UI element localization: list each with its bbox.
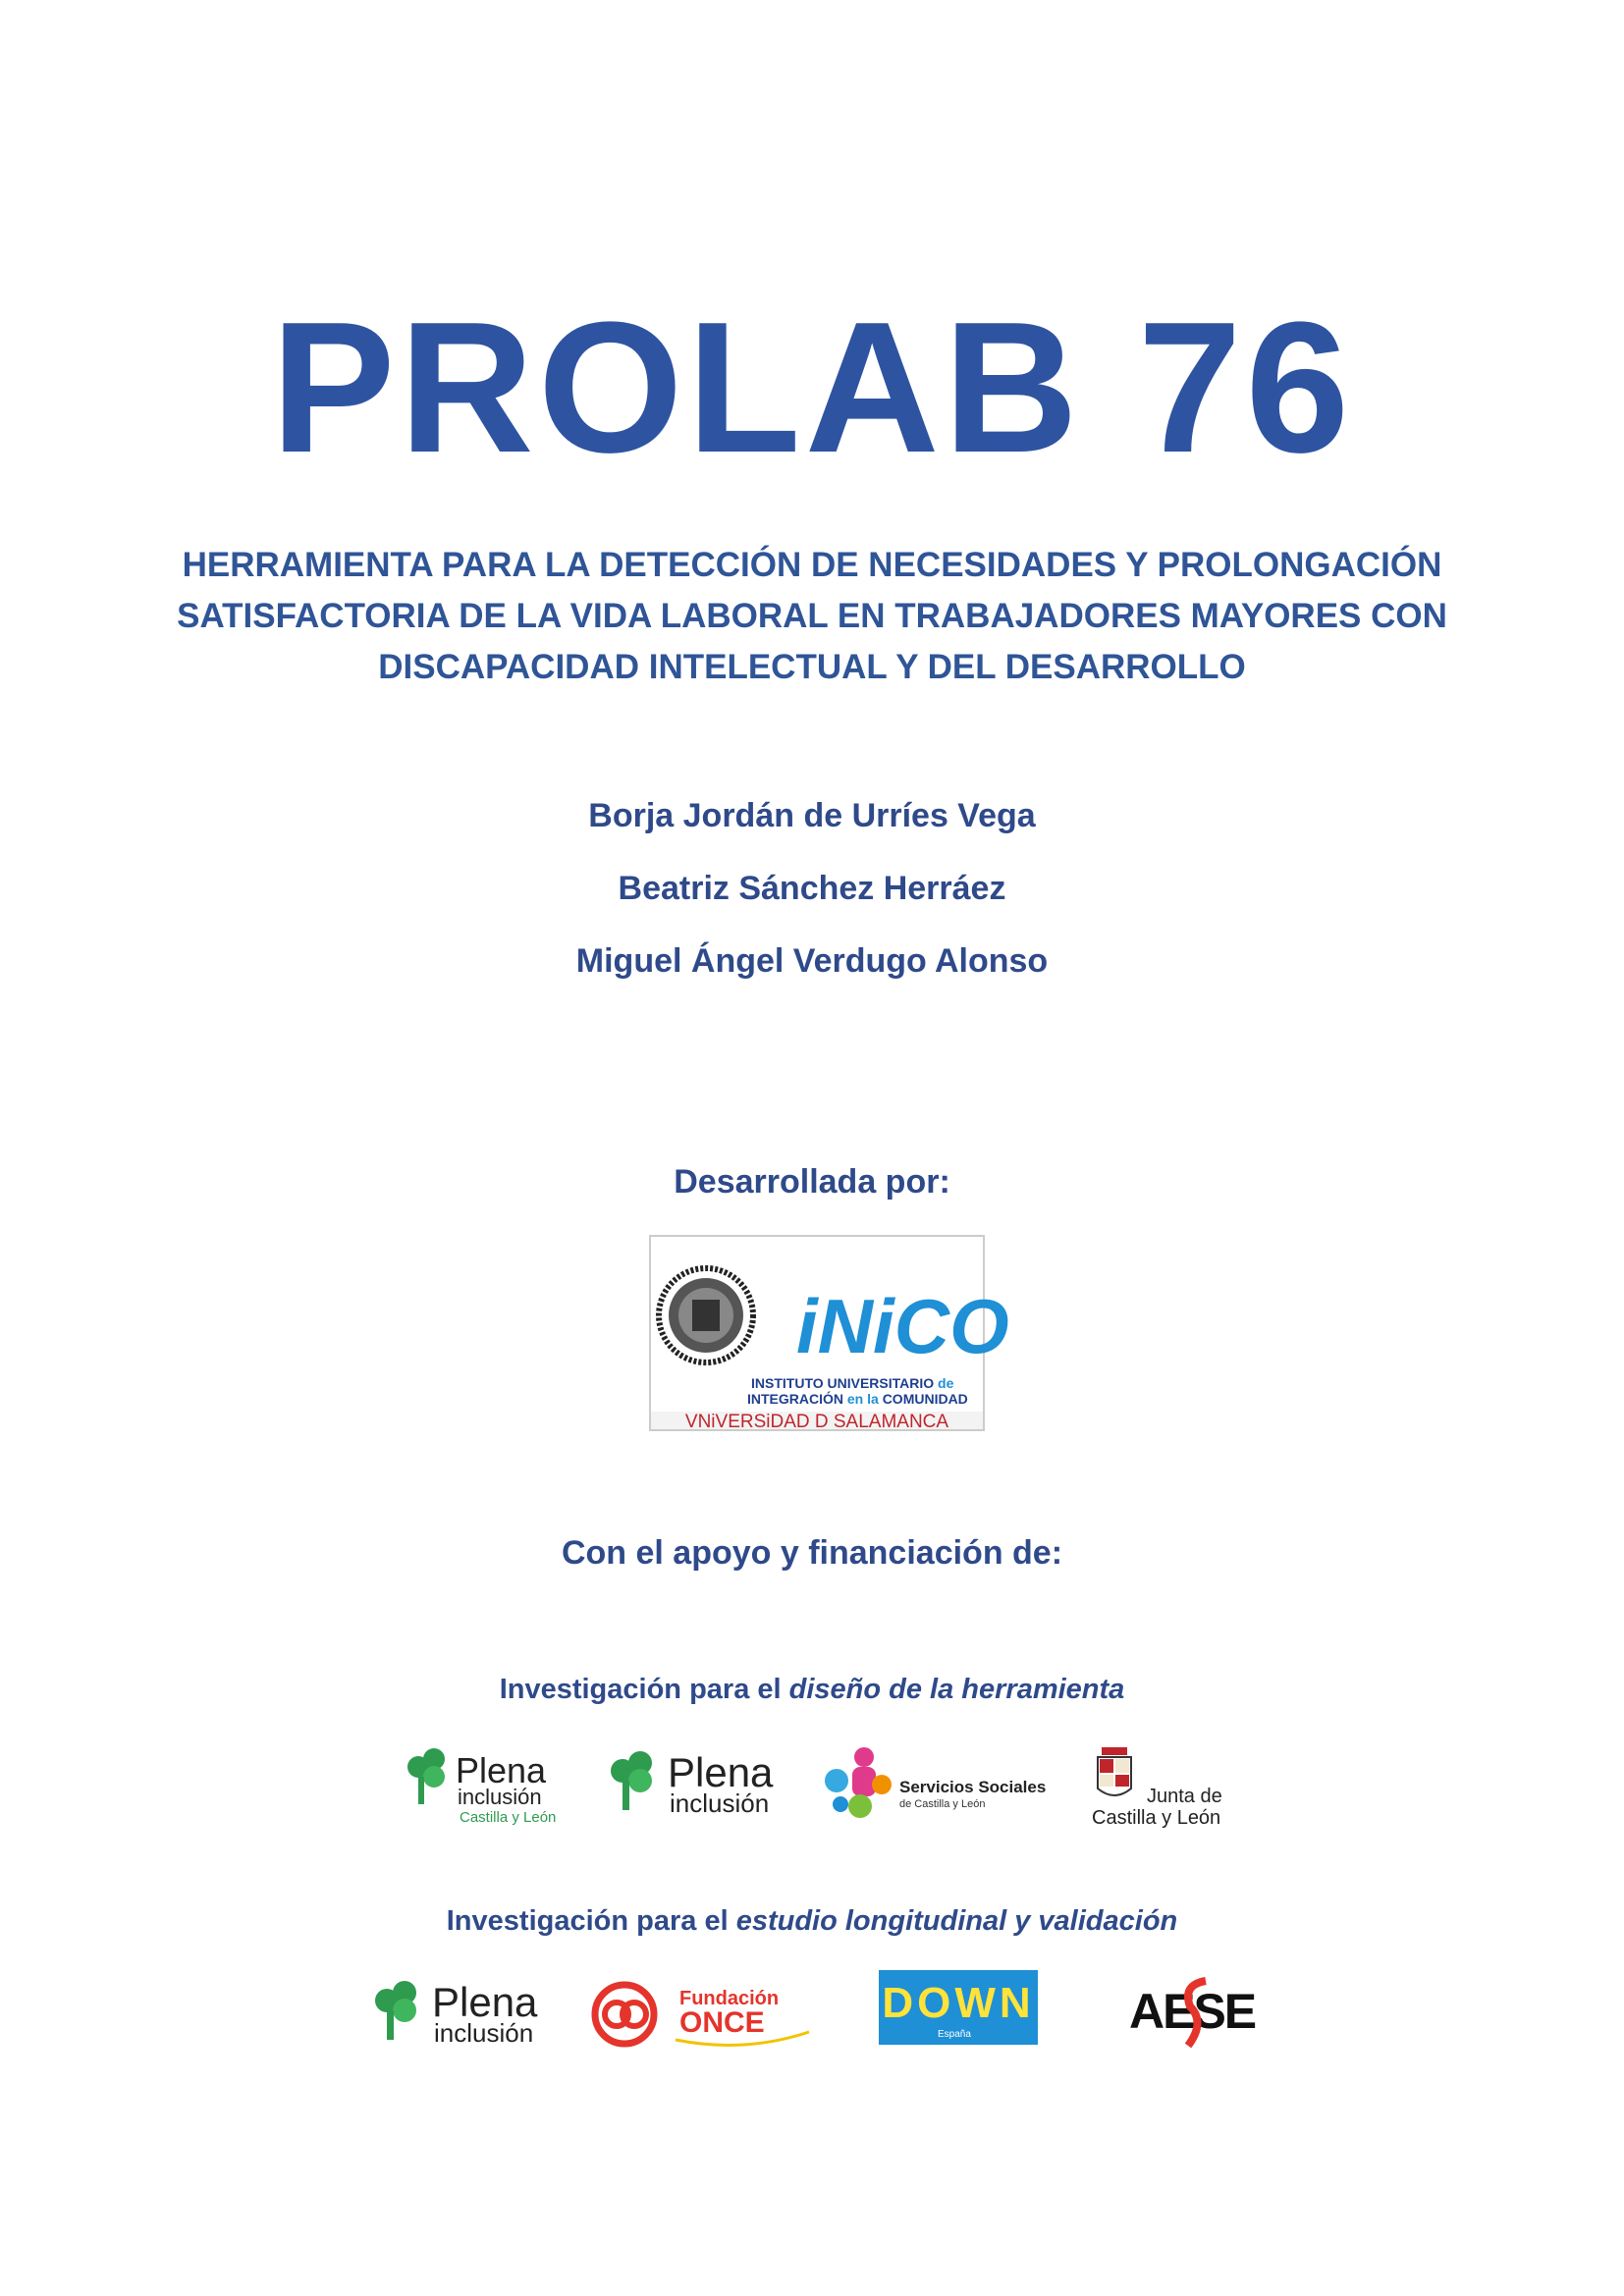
developed-by-heading: Desarrollada por:: [674, 1163, 950, 1201]
clover-icon: [407, 1748, 445, 1804]
inico-line1b: de: [934, 1375, 954, 1391]
svg-text:Castilla y León: Castilla y León: [460, 1809, 557, 1826]
aese-logo: [1123, 1967, 1256, 2056]
plena-inclusion-cyl-logo: [405, 1747, 581, 1826]
subtitle-line: SATISFACTORIA DE LA VIDA LABORAL EN TRABAJADORES MAYORES CON: [177, 597, 1447, 635]
svg-text:Fundación: Fundación: [679, 1988, 780, 2009]
svg-text:de Castilla y León: de Castilla y León: [899, 1798, 986, 1810]
svg-text:inclusión: inclusión: [458, 1785, 542, 1809]
document-subtitle: [0, 540, 1624, 693]
servicios-sociales-logo: [821, 1745, 1051, 1824]
inico-usal-logo: [649, 1235, 1009, 1432]
clover-icon: [611, 1751, 652, 1810]
inico-line2a: INTEGRACIÓN: [747, 1391, 843, 1407]
coat-of-arms-icon: [1098, 1747, 1131, 1795]
svg-text:inclusión: inclusión: [434, 2018, 534, 2048]
down-espana-logo: [879, 1970, 1038, 2045]
inico-line2c: COMUNIDAD: [882, 1391, 968, 1407]
research-design-heading: Investigación para el diseño de la herramienta: [499, 1674, 1125, 1705]
subtitle-line: HERRAMIENTA PARA LA DETECCIÓN DE NECESIDADES Y PROLONGACIÓN: [182, 546, 1442, 584]
svg-text:INSTITUTO UNIVERSITARIO de: [751, 1375, 954, 1391]
svg-text:Plena: Plena: [432, 1979, 538, 2025]
author-name: Beatriz Sánchez Herráez: [618, 870, 1006, 907]
research-longitudinal-heading: Investigación para el estudio longitudinal y validación: [446, 1905, 1178, 1937]
clover-icon: [375, 1981, 416, 2040]
plena-inclusion-logo: [609, 1749, 795, 1818]
once-rings-icon: [595, 1985, 654, 2044]
author-name: Borja Jordán de Urríes Vega: [588, 797, 1036, 834]
fundacion-once-logo: [587, 1975, 819, 2054]
inico-line1a: INSTITUTO UNIVERSITARIO: [751, 1375, 935, 1391]
svg-text:España: España: [938, 2029, 971, 2040]
svg-text:Castilla y León: Castilla y León: [1092, 1807, 1221, 1829]
subtitle-line: DISCAPACIDAD INTELECTUAL Y DEL DESARROLLO: [378, 648, 1246, 686]
svg-text:INTEGRACIÓN en la COMUNIDAD: [747, 1390, 968, 1407]
inico-brand: iNiCO: [796, 1283, 1009, 1369]
svg-text:Plena: Plena: [456, 1750, 547, 1790]
author-name: Miguel Ángel Verdugo Alonso: [575, 942, 1049, 980]
junta-cyl-logo: [1088, 1743, 1233, 1832]
plena-inclusion-logo: [373, 1979, 560, 2048]
svg-text:ONCE: ONCE: [679, 2006, 765, 2039]
usal-name: VNiVERSiDAD D SALAMANCA: [684, 1412, 949, 1432]
svg-text:DOWN: DOWN: [882, 1979, 1035, 2027]
support-heading: Con el apoyo y financiación de:: [561, 1534, 1063, 1572]
svg-text:Plena: Plena: [668, 1749, 774, 1795]
svg-text:Servicios Sociales: Servicios Sociales: [899, 1778, 1047, 1796]
inico-line2b: en la: [843, 1391, 883, 1407]
svg-text:AESE: AESE: [1129, 1984, 1256, 2039]
svg-text:inclusión: inclusión: [670, 1789, 770, 1818]
document-title: PROLAB 76: [270, 284, 1354, 492]
people-figures-icon: [825, 1747, 892, 1818]
svg-text:Junta de: Junta de: [1147, 1786, 1222, 1807]
